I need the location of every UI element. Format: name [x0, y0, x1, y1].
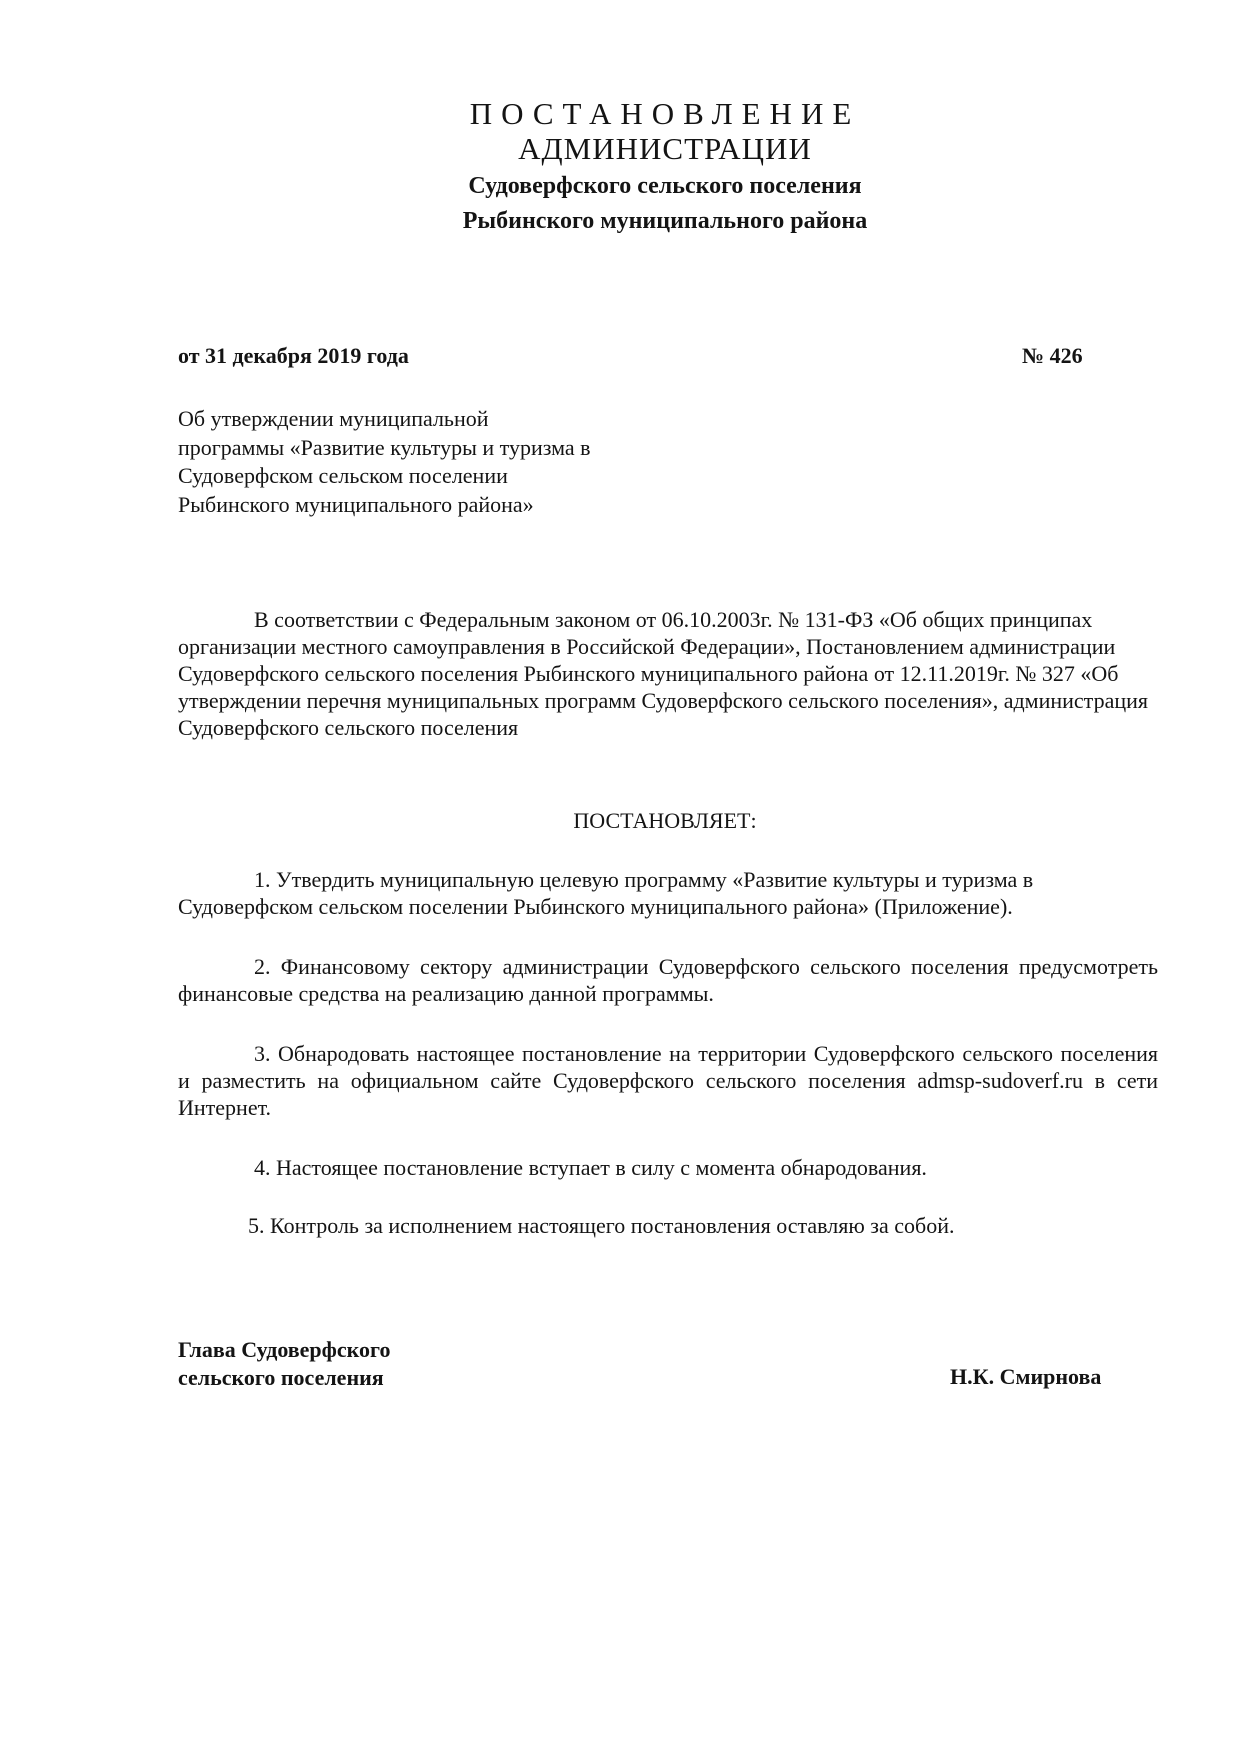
subject-line: программы «Развитие культуры и туризма в: [178, 434, 591, 460]
issuer-heading: АДМИНИСТРАЦИИ: [518, 131, 812, 166]
document-number: № 426: [1022, 343, 1083, 368]
resolution-item-1: 1. Утвердить муниципальную целевую программу «Развитие культуры и туризма в Судоверфском сельском поселении Рыбинского муниципального района» (Приложение).: [178, 867, 1034, 919]
document-subject: [178, 405, 591, 519]
decree-heading: ПОСТАНОВЛЯЕТ:: [573, 808, 757, 833]
resolution-item-5: 5. Контроль за исполнением настоящего постановления оставляю за собой.: [248, 1213, 955, 1238]
subject-line: Рыбинского муниципального района»: [178, 491, 534, 517]
resolution-item-2: 2. Финансовому сектору администрации Судоверфского сельского поселения предусмотреть финансовые средства на реализацию данной программы.: [178, 954, 1158, 1006]
signatory-title: [178, 1336, 390, 1392]
signatory-title-line: сельского поселения: [178, 1365, 384, 1390]
signatory-title-line: Глава Судоверфского: [178, 1337, 391, 1362]
document-date: от 31 декабря 2019 года: [178, 343, 409, 368]
document-type-heading: ПОСТАНОВЛЕНИЕ: [469, 96, 861, 131]
subject-line: Об утверждении муниципальной: [178, 406, 489, 431]
settlement-heading: Судоверфского сельского поселения: [468, 173, 862, 199]
subject-line: Судоверфском сельском поселении: [178, 463, 508, 488]
resolution-item-4: 4. Настоящее постановление вступает в силу с момента обнародования.: [254, 1155, 927, 1180]
district-heading: Рыбинского муниципального района: [462, 208, 868, 234]
resolution-item-3: 3. Обнародовать настоящее постановление на территории Судоверфского сельского поселения и разместить на официальном сайте Судоверфского сельского поселения admsp-sudoverf.ru в сети Интернет.: [178, 1041, 1158, 1120]
signatory-name: Н.К. Смирнова: [950, 1364, 1102, 1389]
preamble-paragraph: В соответствии с Федеральным законом от 06.10.2003г. № 131-ФЗ «Об общих принципах организации местного самоуправления в Российской Федерации», Постановлением администрации Судоверфского сельского поселения Рыбинского муниципального района от 12.11.2019г. № 327 «Об утверждении перечня муниципальных программ Судоверфского сельского поселения», администрация Судоверфского сельского поселения: [178, 607, 1148, 740]
